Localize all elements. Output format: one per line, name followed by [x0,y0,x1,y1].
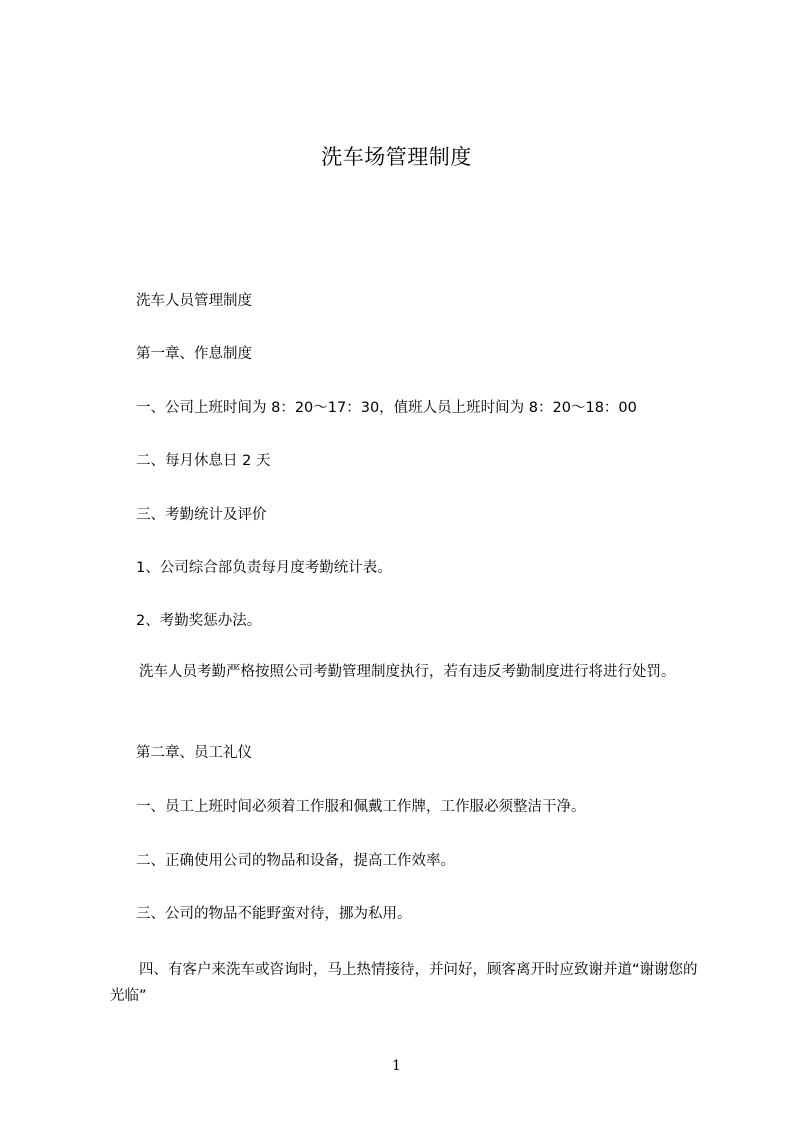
paragraph-attendance-statistics: 1、公司综合部负责每月度考勤统计表。 [136,560,392,576]
document-title: 洗车场管理制度 [321,145,472,169]
page-number: 1 [392,1058,401,1074]
paragraph-attendance-heading: 三、考勤统计及评价 [136,507,267,523]
chapter-heading-staff-etiquette: 第二章、员工礼仪 [136,745,252,761]
paragraph-attendance-rewards: 2、考勤奖惩办法。 [136,613,262,629]
paragraph-work-uniform: 一、员工上班时间必须着工作服和佩戴工作牌，工作服必须整洁干净。 [136,799,586,815]
paragraph-equipment-use: 二、正确使用公司的物品和设备，提高工作效率。 [136,853,455,869]
paragraph-company-property: 三、公司的物品不能野蛮对待，挪为私用。 [136,906,412,922]
paragraph-customer-reception: 四、有客户来洗车或咨询时，马上热情接待，并问好，顾客离开时应致谢并道“谢谢您的光临” [110,962,698,1004]
paragraph-working-hours: 一、公司上班时间为 8：20～17：30，值班人员上班时间为 8：20～18：00 [136,400,637,416]
paragraph-monthly-rest-days: 二、每月休息日 2 天 [136,453,271,469]
section-heading-staff-rules: 洗车人员管理制度 [136,293,252,309]
chapter-heading-work-schedule: 第一章、作息制度 [136,346,252,362]
paragraph-attendance-enforcement: 洗车人员考勤严格按照公司考勤管理制度执行，若有违反考勤制度进行将进行处罚。 [139,664,676,680]
